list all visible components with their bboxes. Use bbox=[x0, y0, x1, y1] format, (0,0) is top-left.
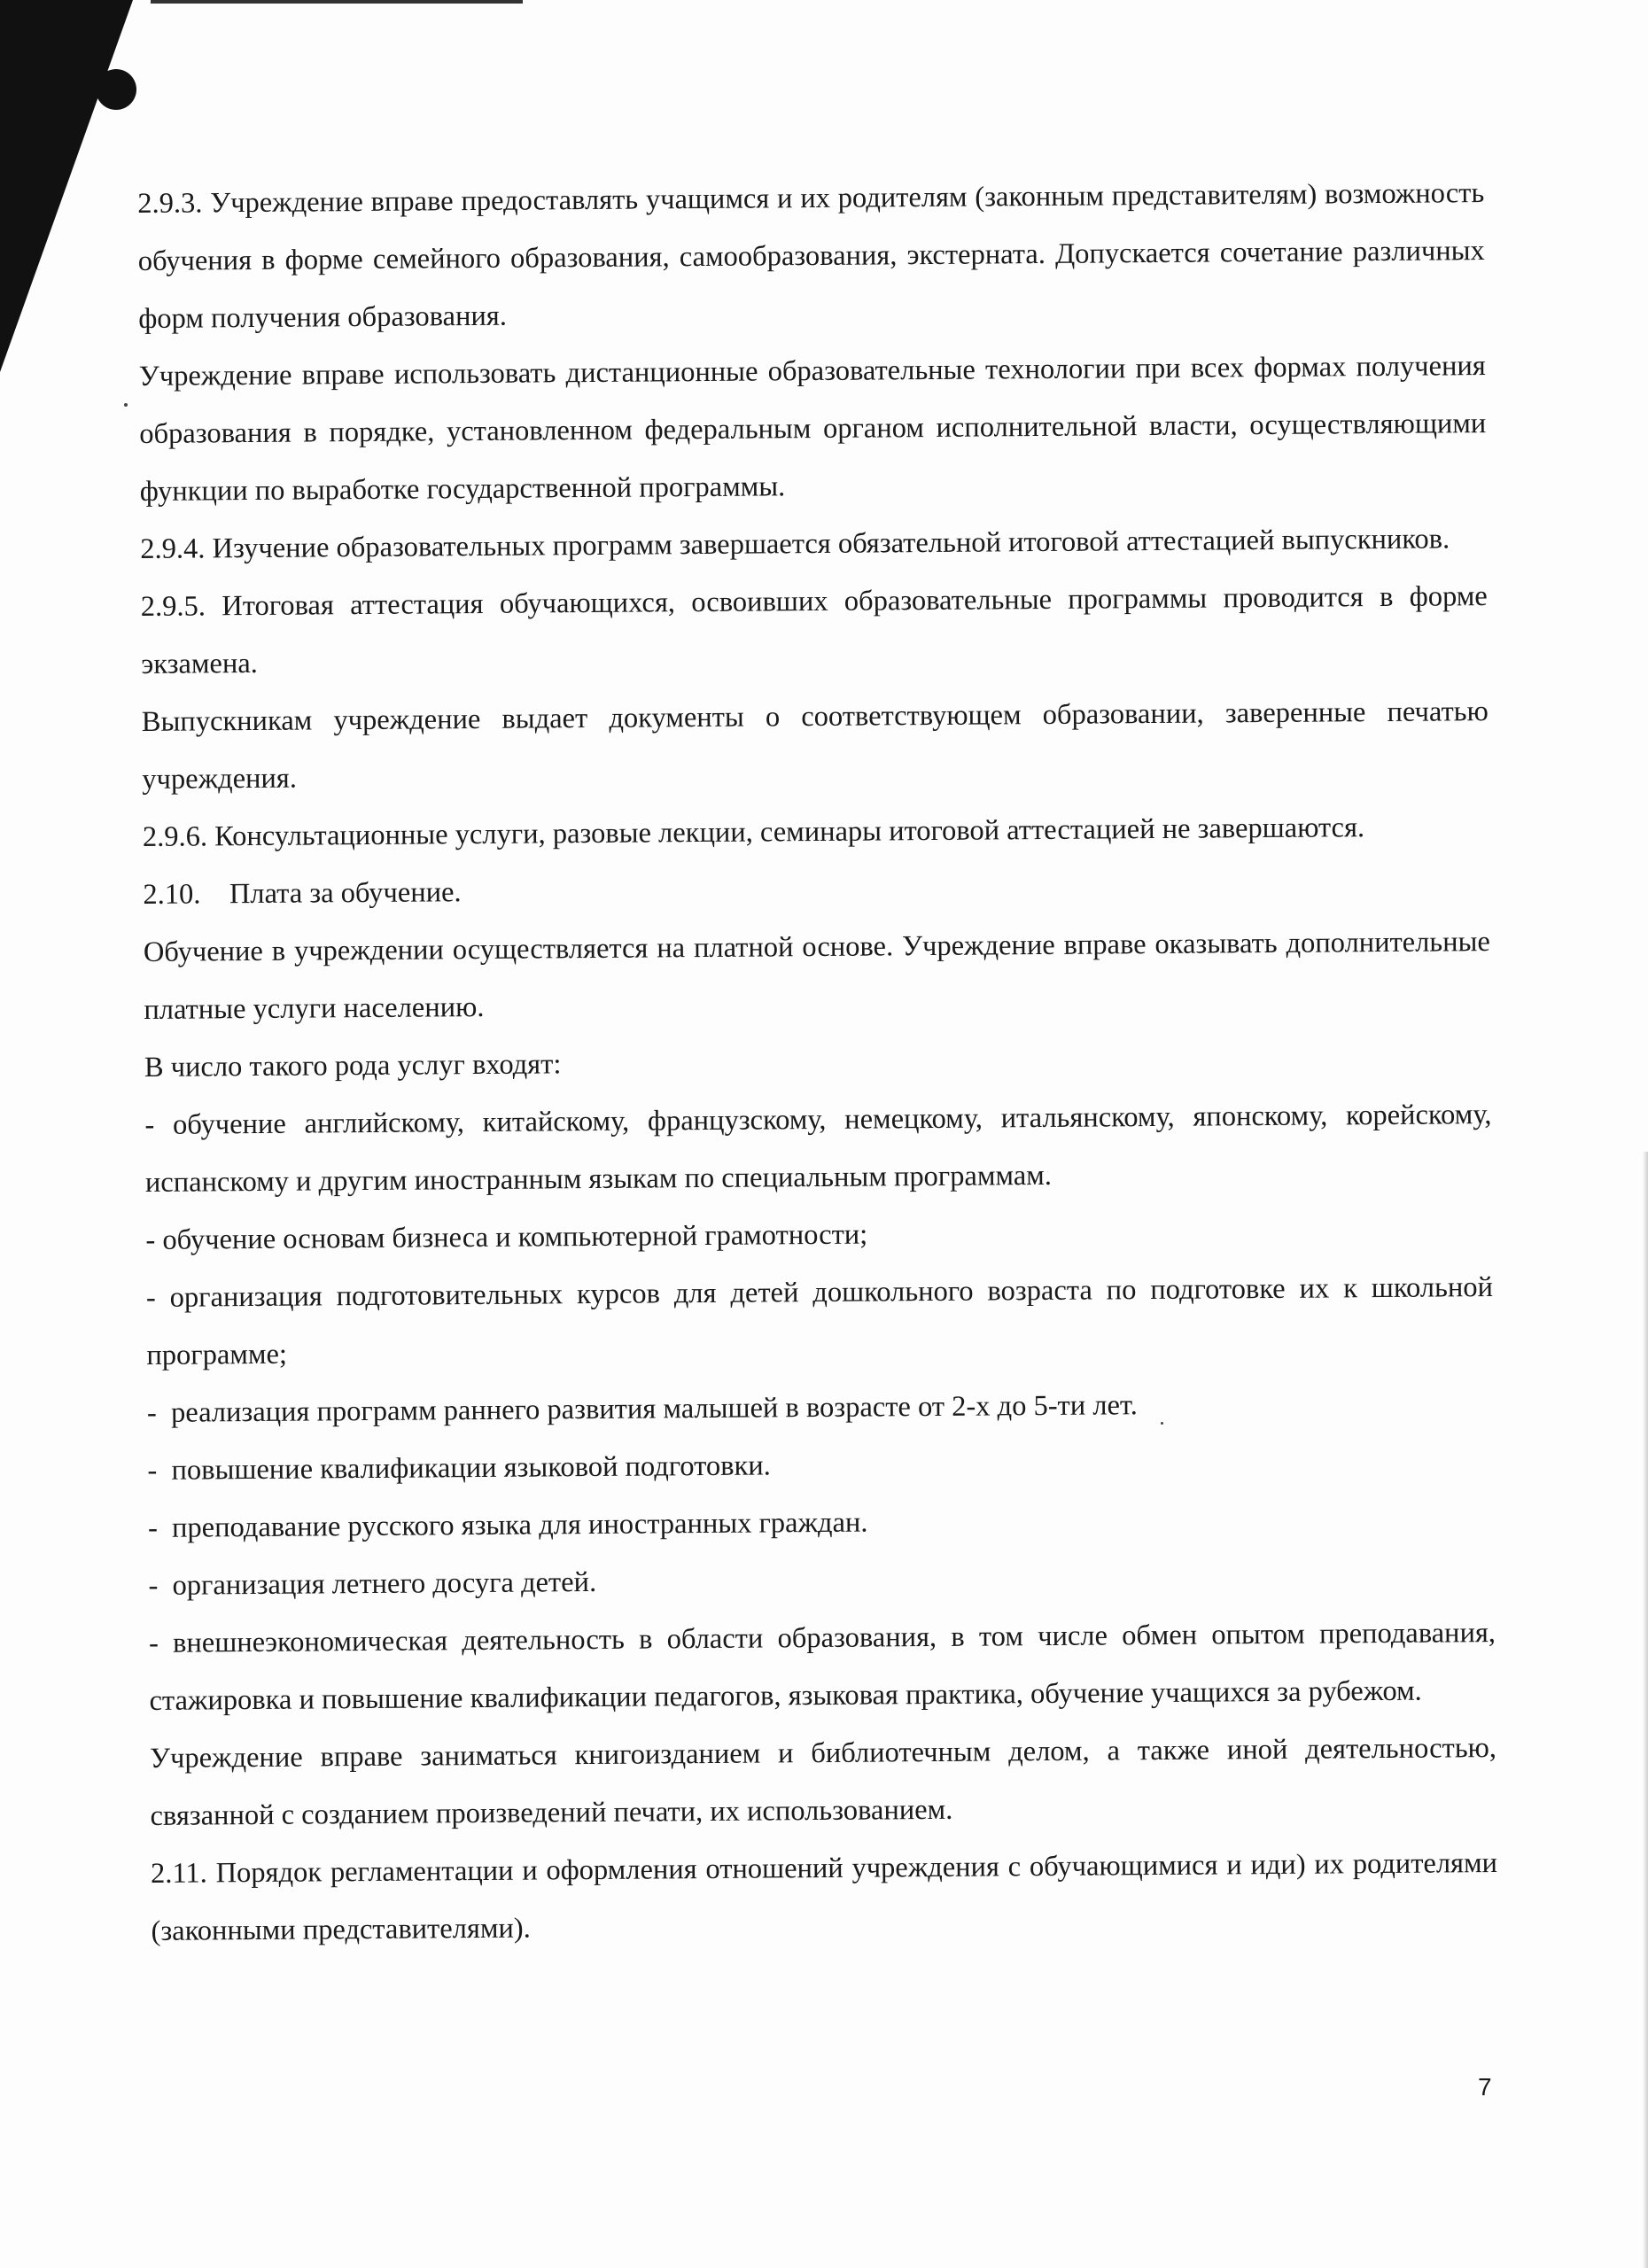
paragraph-services-intro: В число такого рода услуг входят: bbox=[144, 1048, 562, 1084]
list-item-preschool-courses: - организация подготовительных курсов для детей дошкольного возраста по подготовке их к школьной программе; bbox=[145, 1271, 1494, 1371]
scan-corner-blot bbox=[96, 69, 136, 110]
section-heading-2-10: 2.10. Плата за обучение. bbox=[143, 876, 462, 911]
list-item-business: - обучение основам бизнеса и компьютерной грамотности; bbox=[145, 1218, 868, 1256]
paragraph-2-11: 2.11. Порядок регламентации и оформления отношений учреждения с обучающимися и иди) их родителями (законными представителями). bbox=[150, 1847, 1498, 1947]
page-number: 7 bbox=[1478, 2073, 1492, 2101]
paragraph-graduates-documents: Выпускникам учреждение выдает документы о соответствующем образовании, заверенные печатью учреждения. bbox=[141, 695, 1489, 796]
list-item-russian-language: - преподавание русского языка для иностранных граждан. bbox=[147, 1506, 868, 1544]
paragraph-2-9-5: 2.9.5. Итоговая аттестация обучающихся, освоивших образовательные программы проводится в форме экзамена. bbox=[140, 580, 1488, 680]
stray-ink-mark bbox=[124, 403, 128, 407]
paragraph-2-9-3: 2.9.3. Учреждение вправе предоставлять учащимся и их родителям (законным представителям) возможность обучения в форме семейного образования, самообразования, экстерната. Допускается сочетание различных форм получения образования. bbox=[137, 177, 1485, 335]
paragraph-distance-learning: Учреждение вправе использовать дистанционные образовательные технологии при всех формах получения образования в порядке, установленном федеральным органом исполнительной власти, осуществляющими функции по выработке государственной программы. bbox=[138, 350, 1487, 508]
list-item-summer-leisure: - организация летнего досуга детей. bbox=[148, 1565, 597, 1602]
scan-corner-shadow bbox=[0, 0, 133, 372]
list-item-early-development: - реализация программ раннего развития малышей в возрасте от 2-х до 5-ти лет. bbox=[146, 1389, 1138, 1429]
scan-top-edge-line bbox=[151, 0, 523, 4]
paragraph-publishing: Учреждение вправе заниматься книгоизданием и библиотечным делом, а также иной деятельностью, связанной с созданием произведений печати, их использованием. bbox=[149, 1732, 1497, 1832]
paragraph-2-9-4: 2.9.4. Изучение образовательных программ завершается обязательной итоговой аттестацией выпускников. bbox=[140, 523, 1450, 565]
paragraph-2-9-6: 2.9.6. Консультационные услуги, разовые лекции, семинары итоговой аттестацией не завершаются. bbox=[142, 812, 1365, 853]
list-item-qualification: - повышение квалификации языковой подготовки. bbox=[147, 1449, 771, 1487]
list-item-languages: - обучение английскому, китайскому, французскому, немецкому, итальянскому, японскому, корейскому, испанскому и другим иностранным языкам по специальным программам. bbox=[144, 1099, 1492, 1199]
list-item-foreign-economic: - внешнеэкономическая деятельность в области образования, в том числе обмен опытом преподавания, стажировка и повышение квалификации педагогов, языковая практика, обучение учащихся за рубежом. bbox=[148, 1617, 1496, 1717]
document-body bbox=[137, 165, 1498, 1961]
paragraph-paid-basis: Обучение в учреждении осуществляется на платной основе. Учреждение вправе оказывать дополнительные платные услуги населению. bbox=[143, 926, 1490, 1026]
scan-right-edge-shadow bbox=[1643, 1152, 1648, 2268]
